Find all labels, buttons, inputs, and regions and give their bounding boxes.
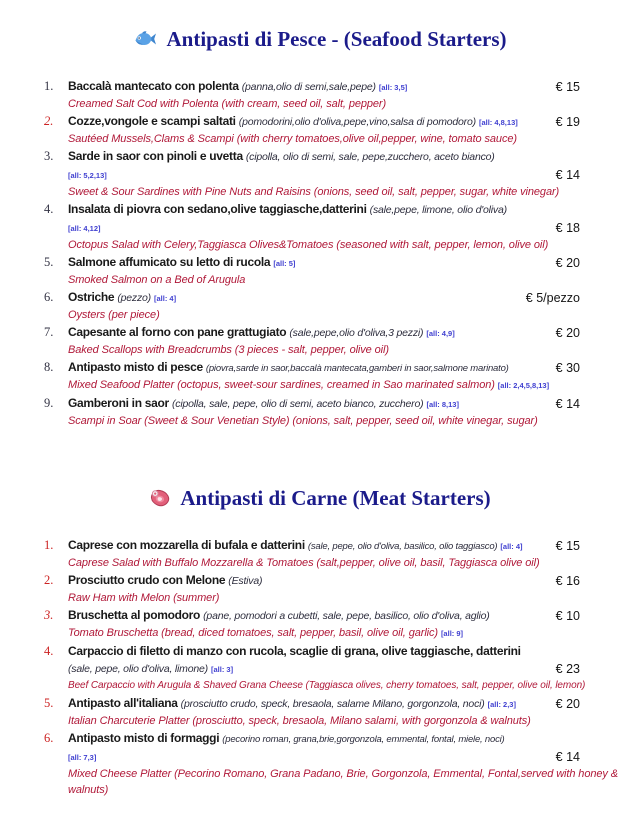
- item-translation: Creamed Salt Cod with Polenta (with cream, seed oil, salt, pepper): [68, 98, 387, 110]
- item-translation-row: [0, 377, 640, 394]
- item-name: Sarde in saor con pinoli e uvetta: [68, 149, 243, 163]
- item-main-row: [0, 201, 640, 237]
- item-number: 6.: [44, 731, 54, 745]
- item-translation: Oysters (per piece): [68, 309, 160, 321]
- item-translation: Mixed Seafood Platter (octopus, sweet-sour sardines, creamed in Sao marinated salmon): [68, 379, 495, 391]
- item-translation-row: [0, 555, 640, 571]
- item-price: € 30: [555, 361, 580, 375]
- item-name: Gamberoni in saor: [68, 396, 169, 410]
- item-main-row: [0, 148, 640, 184]
- item-name: Salmone affumicato su letto di rucola: [68, 255, 271, 269]
- item-name: Caprese con mozzarella di bufala e datterini: [68, 538, 305, 552]
- allergen-tag: [all: 4,12]: [68, 224, 101, 233]
- allergen-tag: [all: 5,2,13]: [68, 171, 107, 180]
- item-translation: Sautéed Mussels,Clams & Scampi (with cherry tomatoes,olive oil,pepper, wine, tomato sauce): [68, 133, 517, 145]
- item-ingredients: (pecorino roman, grana,brie,gorgonzola, emmental, fontal, miele, noci): [222, 734, 505, 745]
- item-translation: Beef Carpaccio with Arugula & Shaved Grana Cheese (Taggiasca olives, cherry tomatoes, salt, pepper, olive oil, lemon): [68, 680, 586, 691]
- item-translation: Scampi in Soar (Sweet & Sour Venetian Style) (onions, salt, pepper, seed oil, white vinegar, sugar): [68, 415, 538, 427]
- menu-item: [0, 254, 640, 288]
- item-title-line: [68, 395, 528, 413]
- item-title-line: [68, 607, 528, 625]
- item-number: 4.: [44, 202, 54, 216]
- item-price: € 15: [555, 539, 580, 553]
- item-main-row: [0, 643, 640, 678]
- menu-item: [0, 537, 640, 571]
- fish-icon: [133, 29, 157, 49]
- item-number: 1.: [44, 79, 54, 93]
- item-translation-row: [0, 678, 640, 694]
- allergen-tag: [all: 5]: [273, 259, 296, 268]
- item-price: € 20: [555, 256, 580, 270]
- item-price: € 23: [555, 662, 580, 676]
- item-translation-row: [0, 625, 640, 642]
- item-translation-row: [0, 766, 640, 798]
- item-title-line: [68, 324, 528, 342]
- item-main-row: [0, 254, 640, 272]
- item-title-line: [68, 537, 528, 555]
- item-translation-row: [0, 342, 640, 358]
- item-ingredients: (prosciutto crudo, speck, bresaola, salame Milano, gorgonzola, noci): [180, 698, 485, 710]
- item-name: Ostriche: [68, 290, 115, 304]
- allergen-tag: [all: 7,3]: [68, 753, 97, 762]
- menu-item: [0, 324, 640, 358]
- section-meat: [0, 485, 640, 798]
- item-number: 5.: [44, 255, 54, 269]
- item-title-line: [68, 254, 528, 272]
- item-translation-row: [0, 272, 640, 288]
- allergen-tag: [all: 4,8,13]: [478, 118, 518, 127]
- item-ingredients: (piovra,sarde in saor,baccalà mantecata,gamberi in saor,salmone marinato): [205, 363, 509, 374]
- item-number: 3.: [44, 608, 54, 622]
- allergen-tag: [all: 3]: [211, 665, 234, 674]
- menu-item: [0, 289, 640, 323]
- section-seafood: [0, 26, 640, 429]
- allergen-tag: [all: 4]: [500, 542, 523, 551]
- item-price: € 5/pezzo: [525, 291, 580, 305]
- item-price: € 18: [555, 221, 580, 235]
- item-ingredients: (pane, pomodori a cubetti, sale, pepe, basilico, olio d'oliva, aglio): [203, 610, 490, 622]
- allergen-tag: [all: 2,4,5,8,13]: [497, 381, 550, 390]
- menu-item: [0, 695, 640, 729]
- item-ingredients: (sale, pepe, olio d'oliva, basilico, olio taggiasco): [307, 541, 498, 552]
- allergen-tag: [all: 8,13]: [426, 400, 459, 409]
- item-main-row: [0, 695, 640, 713]
- item-price: € 10: [555, 609, 580, 623]
- item-ingredients: (cipolla, olio di semi, sale, pepe,zucchero, aceto bianco): [245, 151, 495, 163]
- item-translation: Tomato Bruschetta (bread, diced tomatoes, salt, pepper, basil, olive oil, garlic): [68, 627, 438, 639]
- item-name: Cozze,vongole e scampi saltati: [68, 114, 236, 128]
- item-name: Carpaccio di filetto di manzo con rucola, scaglie di grana, olive taggiasche, datterini: [68, 644, 521, 658]
- item-number: 2.: [44, 573, 54, 587]
- item-main-row: [0, 289, 640, 307]
- item-number: 4.: [44, 644, 54, 658]
- menu-item: [0, 572, 640, 606]
- menu-item: [0, 607, 640, 642]
- menu-item: [0, 730, 640, 798]
- item-price: € 15: [555, 80, 580, 94]
- item-price: € 20: [555, 697, 580, 711]
- item-price: € 20: [555, 326, 580, 340]
- item-title-line: [68, 572, 528, 590]
- item-translation-row: [0, 131, 640, 147]
- item-translation: Italian Charcuterie Platter (prosciutto, speck, bresaola, Milano salami, with gorgonzola & walnuts): [68, 715, 531, 727]
- item-translation-row: [0, 237, 640, 253]
- item-title-line: [68, 643, 528, 678]
- meat-items: [0, 537, 640, 798]
- seafood-section-title: [0, 26, 640, 52]
- menu-item: [0, 201, 640, 253]
- item-title-line: [68, 695, 528, 713]
- item-translation-row: [0, 713, 640, 729]
- meat-section-title: [0, 485, 640, 511]
- item-main-row: [0, 537, 640, 555]
- item-ingredients: (pezzo): [117, 292, 151, 304]
- allergen-tag: [all: 9]: [440, 629, 464, 638]
- item-translation-row: [0, 590, 640, 606]
- menu-item: [0, 643, 640, 694]
- item-main-row: [0, 78, 640, 96]
- item-ingredients: (pomodorini,olio d'oliva,pepe,vino,salsa di pomodoro): [238, 116, 476, 128]
- item-price: € 16: [555, 574, 580, 588]
- item-name: Insalata di piovra con sedano,olive taggiasche,datterini: [68, 202, 367, 216]
- item-number: 2.: [44, 114, 54, 128]
- item-translation: Smoked Salmon on a Bed of Arugula: [68, 274, 246, 286]
- item-number: 7.: [44, 325, 54, 339]
- item-number: 1.: [44, 538, 54, 552]
- item-ingredients: (sale, pepe, olio d'oliva, limone): [68, 663, 208, 675]
- menu-item: [0, 148, 640, 200]
- item-translation-row: [0, 184, 640, 200]
- item-translation-row: [0, 307, 640, 323]
- allergen-tag: [all: 2,3]: [487, 700, 516, 709]
- menu-item: [0, 113, 640, 147]
- item-title-line: [68, 148, 528, 184]
- item-title-line: [68, 730, 528, 766]
- item-title-line: [68, 78, 528, 96]
- item-translation: Octopus Salad with Celery,Taggiasca Olives&Tomatoes (seasoned with salt, pepper, lemon, olive oil): [68, 239, 549, 251]
- item-price: € 19: [555, 115, 580, 129]
- allergen-tag: [all: 3,5]: [378, 83, 408, 92]
- item-title-line: [68, 359, 528, 377]
- item-main-row: [0, 324, 640, 342]
- item-name: Prosciutto crudo con Melone: [68, 573, 226, 587]
- item-translation: Mixed Cheese Platter (Pecorino Romano, Grana Padano, Brie, Gorgonzola, Emmental, Fontal,served with honey & walnuts): [68, 768, 618, 796]
- item-number: 6.: [44, 290, 54, 304]
- menu-item: [0, 359, 640, 394]
- item-ingredients: (Estiva): [228, 575, 263, 587]
- item-price: € 14: [555, 168, 580, 182]
- item-name: Antipasto misto di pesce: [68, 360, 203, 374]
- menu-item: [0, 395, 640, 429]
- item-number: 3.: [44, 149, 54, 163]
- item-price: € 14: [555, 750, 580, 764]
- menu-item: [0, 78, 640, 112]
- item-translation-row: [0, 413, 640, 429]
- section-title-text: Antipasti di Pesce - (Seafood Starters): [166, 27, 507, 51]
- item-translation: Caprese Salad with Buffalo Mozzarella & Tomatoes (salt,pepper, olive oil, basil, Taggiasca olive oil): [68, 557, 540, 569]
- item-ingredients: (panna,olio di semi,sale,pepe): [241, 81, 376, 93]
- item-number: 9.: [44, 396, 54, 410]
- item-translation-row: [0, 96, 640, 112]
- item-main-row: [0, 730, 640, 766]
- item-main-row: [0, 359, 640, 377]
- item-name: Antipasto misto di formaggi: [68, 731, 220, 745]
- meat-icon: [149, 488, 171, 508]
- item-ingredients: (cipolla, sale, pepe, olio di semi, aceto bianco, zucchero): [171, 398, 424, 410]
- item-main-row: [0, 607, 640, 625]
- item-number: 5.: [44, 696, 54, 710]
- item-main-row: [0, 113, 640, 131]
- item-ingredients: (sale,pepe,olio d'oliva,3 pezzi): [289, 327, 424, 339]
- seafood-items: [0, 78, 640, 429]
- item-name: Antipasto all'italiana: [68, 696, 178, 710]
- item-translation: Sweet & Sour Sardines with Pine Nuts and Raisins (onions, seed oil, salt, pepper, sugar, white vinegar): [68, 186, 560, 198]
- item-main-row: [0, 395, 640, 413]
- allergen-tag: [all: 4]: [154, 294, 177, 303]
- item-ingredients: (sale,pepe, limone, olio d'oliva): [369, 204, 507, 216]
- section-title-text: Antipasti di Carne (Meat Starters): [180, 486, 491, 510]
- allergen-tag: [all: 4,9]: [426, 329, 455, 338]
- item-title-line: [68, 289, 526, 307]
- item-title-line: [68, 113, 528, 131]
- item-translation: Baked Scallops with Breadcrumbs (3 pieces - salt, pepper, olive oil): [68, 344, 389, 356]
- item-price: € 14: [555, 397, 580, 411]
- item-name: Capesante al forno con pane grattugiato: [68, 325, 287, 339]
- item-name: Baccalà mantecato con polenta: [68, 79, 239, 93]
- item-title-line: [68, 201, 528, 237]
- item-main-row: [0, 572, 640, 590]
- item-number: 8.: [44, 360, 54, 374]
- item-name: Bruschetta al pomodoro: [68, 608, 201, 622]
- item-translation: Raw Ham with Melon (summer): [68, 592, 220, 604]
